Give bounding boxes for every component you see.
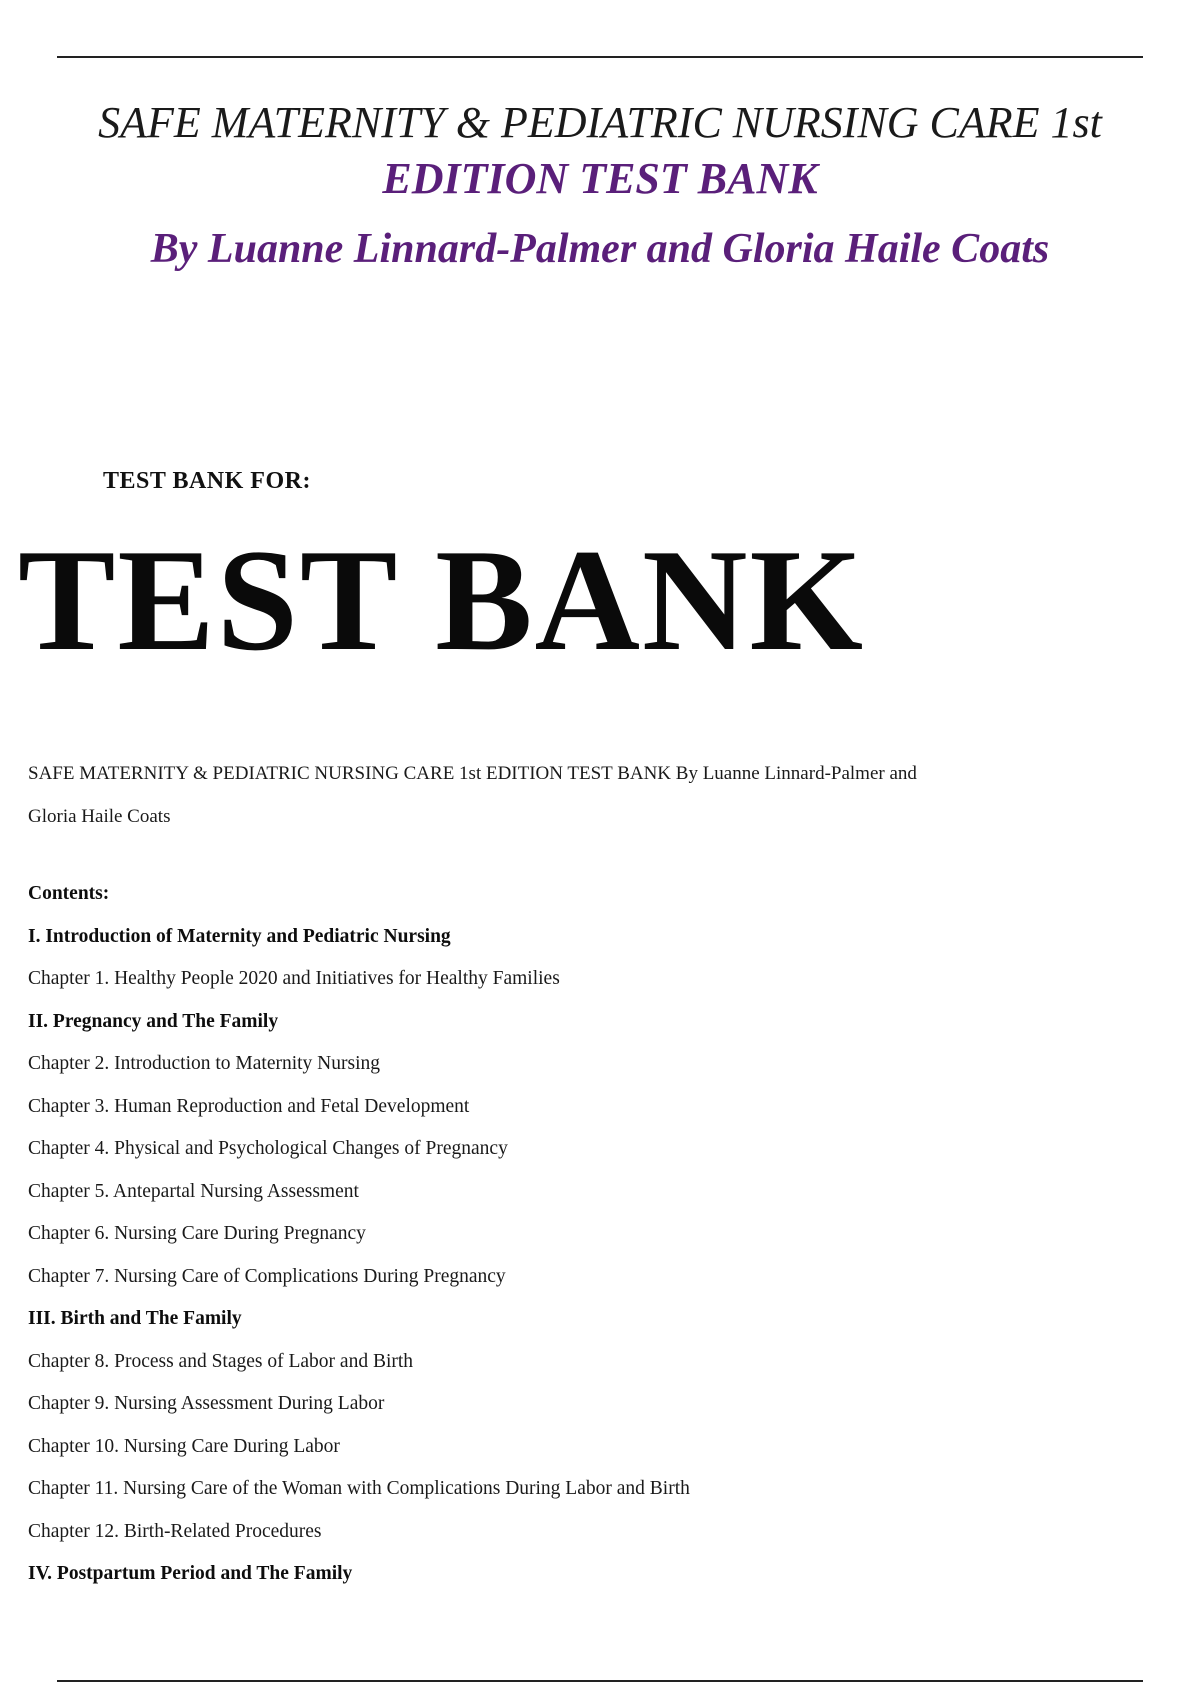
toc-item: Chapter 3. Human Reproduction and Fetal Development bbox=[28, 1095, 470, 1117]
toc-item: Chapter 5. Antepartal Nursing Assessment bbox=[28, 1180, 359, 1202]
authors-line: By Luanne Linnard-Palmer and Gloria Haile Coats bbox=[150, 226, 1050, 272]
toc-item: Chapter 12. Birth-Related Procedures bbox=[28, 1520, 322, 1542]
toc-item: IV. Postpartum Period and The Family bbox=[28, 1563, 353, 1584]
toc-item: Chapter 8. Process and Stages of Labor and Birth bbox=[28, 1350, 414, 1372]
toc-item: Chapter 10. Nursing Care During Labor bbox=[28, 1435, 340, 1457]
toc-item: II. Pregnancy and The Family bbox=[28, 1010, 279, 1032]
toc-item: Chapter 9. Nursing Assessment During Labor bbox=[28, 1393, 385, 1414]
test-bank-for-label: TEST BANK FOR: bbox=[103, 468, 311, 494]
document-header bbox=[40, 95, 1160, 277]
toc-item: Chapter 2. Introduction to Maternity Nursing bbox=[28, 1053, 381, 1074]
title-line-1: SAFE MATERNITY & PEDIATRIC NURSING CARE 1st bbox=[98, 98, 1102, 147]
toc-item: Chapter 4. Physical and Psychological Changes of Pregnancy bbox=[28, 1138, 508, 1159]
toc-item: Chapter 1. Healthy People 2020 and Initiatives for Healthy Families bbox=[28, 968, 560, 989]
toc-item: I. Introduction of Maternity and Pediatric Nursing bbox=[28, 925, 451, 947]
toc-item: Chapter 11. Nursing Care of the Woman with Complications During Labor and Birth bbox=[28, 1478, 690, 1499]
toc-item: Chapter 7. Nursing Care of Complications During Pregnancy bbox=[28, 1265, 506, 1287]
contents-heading: Contents: bbox=[28, 883, 110, 904]
title-line-2: EDITION TEST BANK bbox=[382, 154, 818, 203]
bottom-rule bbox=[57, 1680, 1143, 1682]
table-of-contents bbox=[28, 880, 1128, 1603]
big-test-bank-title: TEST BANK bbox=[18, 519, 866, 681]
top-rule bbox=[57, 56, 1143, 58]
toc-item: III. Birth and The Family bbox=[28, 1308, 242, 1329]
toc-item: Chapter 6. Nursing Care During Pregnancy bbox=[28, 1223, 366, 1244]
description-paragraph: SAFE MATERNITY & PEDIATRIC NURSING CARE 1st EDITION TEST BANK By Luanne Linnard-Palmer and Gloria Haile Coats bbox=[28, 763, 917, 827]
